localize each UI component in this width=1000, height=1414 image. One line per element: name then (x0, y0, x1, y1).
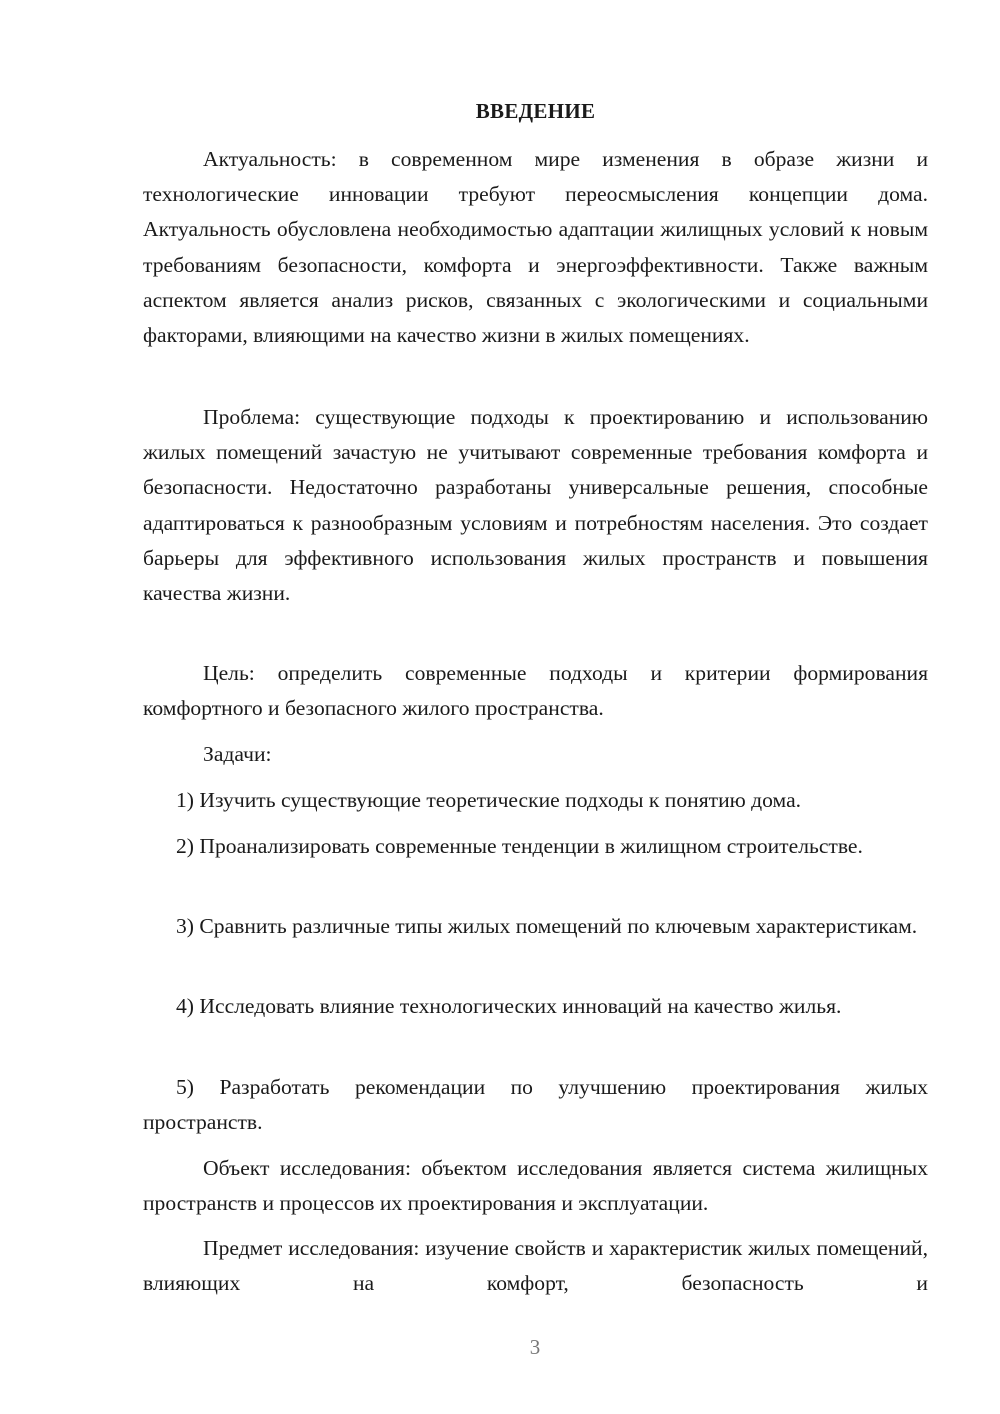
paragraph-problem: Проблема: существующие подходы к проектированию и использованию жилых помещений зачастую не учитывают современные требования комфорта и безопасности. Недостаточно разработаны универсальные решения, способные адаптироваться к разнообразным условиям и потребностям населения. Это создает барьеры для эффективного использования жилых пространств и повышения качества жизни. (143, 405, 928, 606)
task-item: 1) Изучить существующие теоретические подходы к понятию дома. (176, 788, 802, 812)
task-item: 4) Исследовать влияние технологических инноваций на качество жилья. (176, 994, 842, 1018)
task-item: 2) Проанализировать современные тенденции в жилищном строительстве. (176, 834, 863, 858)
paragraph-subject: Предмет исследования: изучение свойств и характеристик жилых помещений, влияющих на комфорт, безопасность и (143, 1236, 928, 1296)
task-item: 3) Сравнить различные типы жилых помещений по ключевым характеристикам. (176, 914, 918, 938)
tasks-label: Задачи: (203, 742, 272, 766)
paragraph-object: Объект исследования: объектом исследования является система жилищных пространств и процессов их проектирования и эксплуатации. (143, 1156, 928, 1216)
task-item: 5) Разработать рекомендации по улучшению проектирования жилых пространств. (143, 1075, 928, 1135)
page-number: 3 (529, 1335, 541, 1359)
paragraph-goal: Цель: определить современные подходы и критерии формирования комфортного и безопасного жилого пространства. (143, 661, 928, 721)
section-heading: ВВЕДЕНИЕ (475, 99, 596, 123)
paragraph-relevance: Актуальность: в современном мире изменения в образе жизни и технологические инновации требуют переосмысления концепции дома. Актуальность обусловлена необходимостью адаптации жилищных условий к новым требованиям безопасности, комфорта и энергоэффективности. Также важным аспектом является анализ рисков, связанных с экологическими и социальными факторами, влияющими на качество жизни в жилых помещениях. (143, 147, 928, 348)
